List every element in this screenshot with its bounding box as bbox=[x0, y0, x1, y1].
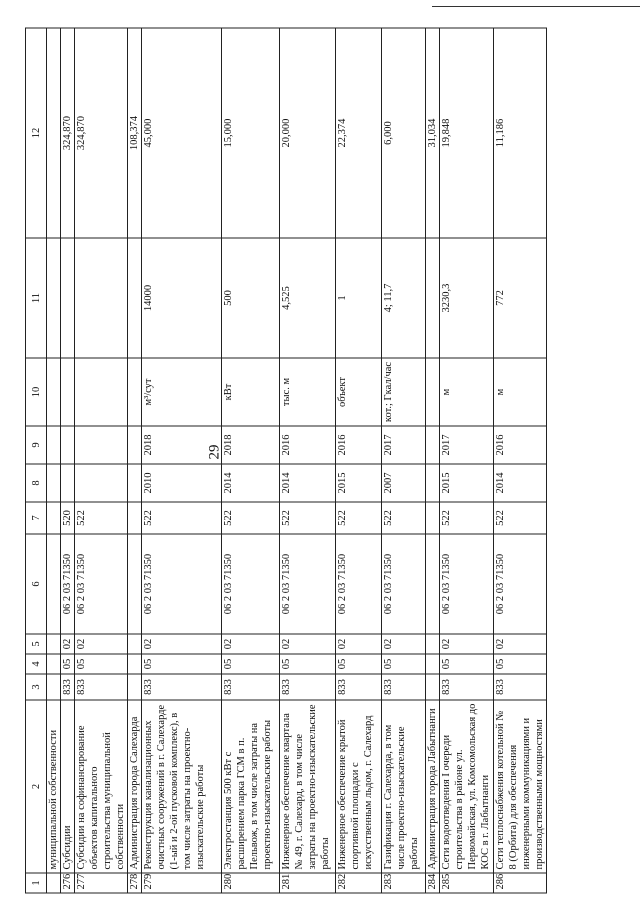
table-cell: 522 bbox=[280, 502, 336, 534]
table-cell: 2014 bbox=[280, 464, 336, 502]
table-cell: Инженерное обеспечение квартала № 49, г. Салехард, в том числе затраты на проектно-изыскательские работы bbox=[280, 700, 336, 873]
table-cell: 833 bbox=[440, 674, 494, 700]
table-cell bbox=[426, 634, 440, 654]
table-cell: 281 bbox=[280, 873, 336, 893]
table-cell bbox=[75, 238, 128, 358]
table-cell: 31,034 bbox=[426, 28, 440, 238]
table-cell bbox=[61, 238, 75, 358]
table-cell: 278 bbox=[128, 873, 142, 893]
table-cell bbox=[128, 238, 142, 358]
table-cell: Электростанция 500 кВт с расширением парка ГСМ в п. Пельвож, в том числе затраты на проектно-изыскательские работы bbox=[222, 700, 280, 873]
table-cell: 06 2 03 71350 bbox=[75, 534, 128, 634]
table-cell: 06 2 03 71350 bbox=[222, 534, 280, 634]
table-cell: 522 bbox=[222, 502, 280, 534]
table-cell bbox=[75, 464, 128, 502]
table-cell: м³/сут bbox=[142, 358, 222, 426]
table-cell bbox=[61, 426, 75, 464]
table-cell: Газификация г. Салехарда, в том числе проектно-изыскательские работы bbox=[382, 700, 426, 873]
table-row bbox=[142, 28, 222, 893]
table-cell bbox=[128, 634, 142, 654]
table-cell: 2016 bbox=[280, 426, 336, 464]
table-cell: 02 bbox=[280, 634, 336, 654]
table-row bbox=[75, 28, 128, 893]
table-cell: 280 bbox=[222, 873, 280, 893]
table-cell: 45,000 bbox=[142, 28, 222, 238]
table-row bbox=[280, 28, 336, 893]
page-number: 29 bbox=[206, 444, 223, 460]
table-cell bbox=[128, 654, 142, 674]
table-cell: 05 bbox=[494, 654, 547, 674]
table-cell bbox=[47, 502, 61, 534]
table-cell: 833 bbox=[142, 674, 222, 700]
table-cell: 06 2 03 71350 bbox=[142, 534, 222, 634]
table-cell: 285 bbox=[440, 873, 494, 893]
table-cell: 05 bbox=[336, 654, 382, 674]
table-cell: 05 bbox=[382, 654, 426, 674]
table-cell bbox=[426, 464, 440, 502]
header-cell: 1 bbox=[26, 873, 47, 893]
top-rule bbox=[432, 6, 640, 7]
table-cell bbox=[128, 502, 142, 534]
table-cell: 522 bbox=[142, 502, 222, 534]
header-row bbox=[26, 28, 47, 893]
table-cell bbox=[128, 426, 142, 464]
table-row bbox=[61, 28, 75, 893]
table-cell: 522 bbox=[494, 502, 547, 534]
table-cell: 2015 bbox=[336, 464, 382, 502]
table-cell: тыс. м bbox=[280, 358, 336, 426]
table-cell: Реконструкция канализационных очистных сооружений в г. Салехарде (1-ый и 2-ой пусковой комплекс), в том числе затраты на проектно-изыскательские работы bbox=[142, 700, 222, 873]
header-cell: 6 bbox=[26, 534, 47, 634]
table-cell bbox=[128, 674, 142, 700]
table-cell: 05 bbox=[142, 654, 222, 674]
table-cell: 02 bbox=[382, 634, 426, 654]
table-cell: 02 bbox=[222, 634, 280, 654]
table-cell: 2018 bbox=[222, 426, 280, 464]
table-cell: 283 bbox=[382, 873, 426, 893]
table-cell: 324,870 bbox=[75, 28, 128, 238]
table-cell: 2017 bbox=[440, 426, 494, 464]
table-cell bbox=[47, 358, 61, 426]
table-body bbox=[47, 28, 547, 893]
table-cell: 2016 bbox=[494, 426, 547, 464]
table-cell: 06 2 03 71350 bbox=[382, 534, 426, 634]
table-cell: Администрация города Салехарда bbox=[128, 700, 142, 873]
table-cell: 2010 bbox=[142, 464, 222, 502]
table-cell: 833 bbox=[222, 674, 280, 700]
table-cell: 05 bbox=[75, 654, 128, 674]
table-cell: 324,870 bbox=[61, 28, 75, 238]
table-cell: 02 bbox=[75, 634, 128, 654]
table-cell: 833 bbox=[61, 674, 75, 700]
table-cell: 108,374 bbox=[128, 28, 142, 238]
table-cell: 522 bbox=[336, 502, 382, 534]
table-cell: Сети водоотведения I очереди строительства в районе ул. Первомайская, ул. Комсомольская до КОС в г. Лабытнанги bbox=[440, 700, 494, 873]
table-cell: 833 bbox=[494, 674, 547, 700]
table-cell: м bbox=[440, 358, 494, 426]
table-cell: 02 bbox=[336, 634, 382, 654]
table-cell: 522 bbox=[75, 502, 128, 534]
table-cell: 2014 bbox=[494, 464, 547, 502]
table-cell: 22,374 bbox=[336, 28, 382, 238]
table-cell: 286 bbox=[494, 873, 547, 893]
table-cell bbox=[426, 502, 440, 534]
table-cell: 284 bbox=[426, 873, 440, 893]
table-cell bbox=[47, 464, 61, 502]
table-cell: 833 bbox=[75, 674, 128, 700]
table-cell: 833 bbox=[280, 674, 336, 700]
header-cell: 3 bbox=[26, 674, 47, 700]
table-cell: 20,000 bbox=[280, 28, 336, 238]
header-cell: 2 bbox=[26, 700, 47, 873]
table-cell: 11,186 bbox=[494, 28, 547, 238]
table-cell: Субсидии bbox=[61, 700, 75, 873]
table-cell bbox=[75, 426, 128, 464]
table-cell: 1 bbox=[336, 238, 382, 358]
table-cell: 4; 11,7 bbox=[382, 238, 426, 358]
table-cell: 833 bbox=[382, 674, 426, 700]
table-cell bbox=[61, 358, 75, 426]
budget-table bbox=[25, 28, 547, 894]
table-row bbox=[128, 28, 142, 893]
table-cell bbox=[426, 534, 440, 634]
table-cell: 02 bbox=[440, 634, 494, 654]
table-row bbox=[426, 28, 440, 893]
table-cell: 06 2 03 71350 bbox=[494, 534, 547, 634]
table-cell: 05 bbox=[280, 654, 336, 674]
table-cell: 277 bbox=[75, 873, 128, 893]
table-cell: 2014 bbox=[222, 464, 280, 502]
table-cell bbox=[426, 358, 440, 426]
table-row bbox=[47, 28, 61, 893]
header-cell: 9 bbox=[26, 426, 47, 464]
table-cell: 15,000 bbox=[222, 28, 280, 238]
table-cell: муниципальной собственности bbox=[47, 700, 61, 873]
table-cell: 520 bbox=[61, 502, 75, 534]
table-cell: Администрация города Лабытнанги bbox=[426, 700, 440, 873]
table-cell: 833 bbox=[336, 674, 382, 700]
table-cell: Инженерное обеспечение крытой спортивной площадки с искусственным льдом, г. Салехард bbox=[336, 700, 382, 873]
table-cell bbox=[47, 534, 61, 634]
table-cell: 02 bbox=[494, 634, 547, 654]
table-cell: 02 bbox=[142, 634, 222, 654]
table-cell: 2007 bbox=[382, 464, 426, 502]
table-cell: 4,525 bbox=[280, 238, 336, 358]
header-cell: 11 bbox=[26, 238, 47, 358]
table-cell: 06 2 03 71350 bbox=[280, 534, 336, 634]
header-cell: 5 bbox=[26, 634, 47, 654]
table-cell: 05 bbox=[440, 654, 494, 674]
table-cell bbox=[47, 654, 61, 674]
table-cell: 06 2 03 71350 bbox=[440, 534, 494, 634]
table-row bbox=[494, 28, 547, 893]
table-row bbox=[222, 28, 280, 893]
table-cell bbox=[75, 358, 128, 426]
table-cell bbox=[47, 634, 61, 654]
table-cell: Сети теплоснабжения котельной № 8 (Орбита) для обеспечения инженерными коммуникациями и производственными мощностями bbox=[494, 700, 547, 873]
table-cell: 522 bbox=[440, 502, 494, 534]
table-cell: 276 bbox=[61, 873, 75, 893]
table-cell bbox=[426, 674, 440, 700]
table-cell bbox=[128, 464, 142, 502]
table-cell bbox=[47, 28, 61, 238]
table-row bbox=[440, 28, 494, 893]
table-cell: 2018 bbox=[142, 426, 222, 464]
header-cell: 7 bbox=[26, 502, 47, 534]
header-cell: 12 bbox=[26, 28, 47, 238]
table-cell bbox=[47, 238, 61, 358]
table-cell bbox=[128, 358, 142, 426]
table-cell bbox=[47, 426, 61, 464]
table-row bbox=[382, 28, 426, 893]
header-cell: 4 bbox=[26, 654, 47, 674]
table-cell bbox=[426, 238, 440, 358]
table-cell bbox=[426, 426, 440, 464]
table-cell: 06 2 03 71350 bbox=[336, 534, 382, 634]
table-cell: 3230,3 bbox=[440, 238, 494, 358]
rotated-table-container bbox=[25, 29, 615, 894]
table-cell: 05 bbox=[61, 654, 75, 674]
table-cell bbox=[128, 534, 142, 634]
table-cell: 19,848 bbox=[440, 28, 494, 238]
table-cell: кВт bbox=[222, 358, 280, 426]
table-cell: Субсидии на софинансирование объектов капитального строительства муниципальной собственности bbox=[75, 700, 128, 873]
table-cell: 14000 bbox=[142, 238, 222, 358]
table-row bbox=[336, 28, 382, 893]
table-cell: 522 bbox=[382, 502, 426, 534]
table-cell: 06 2 03 71350 bbox=[61, 534, 75, 634]
table-cell: м bbox=[494, 358, 547, 426]
table-cell: 05 bbox=[222, 654, 280, 674]
table-cell bbox=[47, 873, 61, 893]
header-cell: 10 bbox=[26, 358, 47, 426]
table-cell bbox=[426, 654, 440, 674]
table-cell: 282 bbox=[336, 873, 382, 893]
table-cell: 2017 bbox=[382, 426, 426, 464]
table-cell: 02 bbox=[61, 634, 75, 654]
table-cell: 2015 bbox=[440, 464, 494, 502]
header-cell: 8 bbox=[26, 464, 47, 502]
table-cell: 279 bbox=[142, 873, 222, 893]
table-cell: 2016 bbox=[336, 426, 382, 464]
table-cell: 500 bbox=[222, 238, 280, 358]
table-cell: объект bbox=[336, 358, 382, 426]
table-cell: кот.; Гкал/час bbox=[382, 358, 426, 426]
table-cell: 772 bbox=[494, 238, 547, 358]
table-cell bbox=[47, 674, 61, 700]
table-cell: 6,000 bbox=[382, 28, 426, 238]
table-cell bbox=[61, 464, 75, 502]
